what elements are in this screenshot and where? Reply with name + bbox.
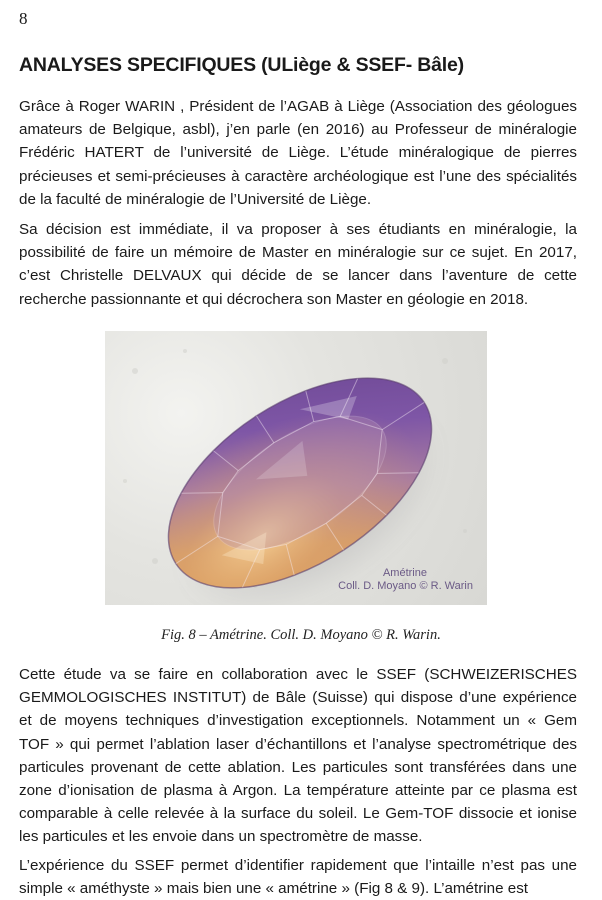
- page-number: 8: [19, 9, 28, 28]
- paragraph-ametrine: L’expérience du SSEF permet d’identifier rapidement que l’intaille n’est pas une simple « améthyste » mais bien une « amétrine » (Fig 8 & 9). L’amétrine est: [19, 857, 577, 898]
- paragraph-decision: Sa décision est immédiate, il va proposer à ses étudiants en minéralogie, la possibilité de faire un mémoire de Master en minéralogie sur ce sujet. En 2017, c’est Christelle DELVAUX qui décide de se lancer dans l’aventure de cette recherche passionnante et qui décrochera son Master en géologie en 2018.: [19, 221, 577, 308]
- paragraph-ssef: Cette étude va se faire en collaboration avec le SSEF (SCHWEIZERISCHES GEMMOLOGISCHES INSTITUT) de Bâle (Suisse) qui dispose d’une expérience et de moyens techniques d’investigation exceptionnels. Notamment un « Gem TOF » qui permet l’ablation laser d’échantillons et l’analyse spectrométrique des particules provenant de cette ablation. Les particules sont transférées dans une zone d’ionisation de plasma à Argon. La température atteinte par ce plasma est comparable à celle relevée à la surface du soleil. Le Gem-TOF dissocie et ionise les particules et les envoie dans un spectromètre de masse.: [19, 666, 577, 846]
- photo-watermark-title: Amétrine: [382, 567, 427, 579]
- paragraph-intro: Grâce à Roger WARIN , Président de l’AGAB à Liège (Association des géologues amateurs de Belgique, asbl), j’en parle (en 2016) au Professeur de minéralogie Frédéric HATERT de l’université de Liège. L’étude minéralogique de pierres précieuses et semi-précieuses à caractère archéologique est l’une des spécialités de la faculté de minéralogie de l’Université de Liège.: [19, 98, 577, 208]
- ametrine-photo: [105, 331, 487, 605]
- figure-caption: Fig. 8 – Amétrine. Coll. D. Moyano © R. Warin.: [161, 627, 441, 643]
- photo-watermark-credit: Coll. D. Moyano © R. Warin: [338, 580, 473, 592]
- section-heading: ANALYSES SPECIFIQUES (ULiège & SSEF- Bâle): [19, 54, 464, 76]
